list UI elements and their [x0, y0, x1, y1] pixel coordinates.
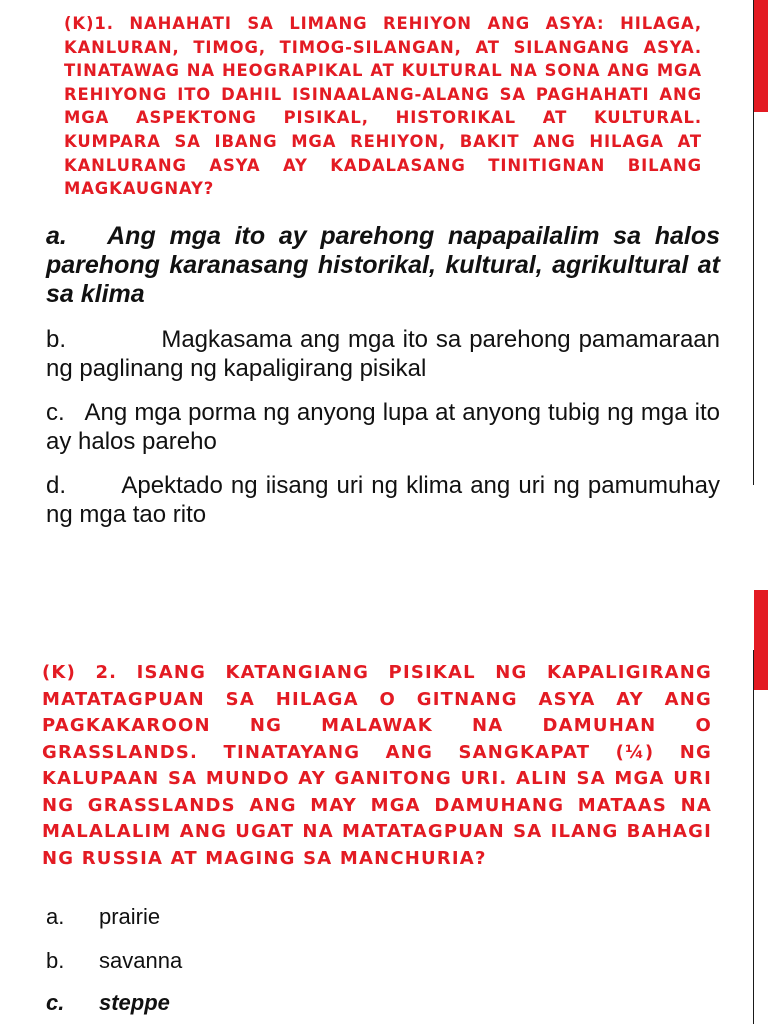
question-1-choice-b	[46, 325, 720, 383]
choice-text: savanna	[99, 948, 183, 973]
red-accent-bar-top	[754, 0, 768, 112]
vertical-divider-bottom	[753, 650, 754, 1024]
vertical-divider-top	[753, 0, 754, 485]
question-2-choice-c	[46, 990, 170, 1016]
question-1-choice-d	[46, 471, 720, 529]
choice-letter: a.	[46, 222, 67, 250]
question-2-choice-b	[46, 948, 182, 974]
choice-text: Ang mga ito ay parehong napapailalim sa halos parehong karanasang historikal, kultural, agrikultural at sa klima	[46, 222, 720, 308]
question-1-text: (K)1. NAHAHATI SA LIMANG REHIYON ANG ASYA: HILAGA, KANLURAN, TIMOG, TIMOG-SILANGAN, AT SILANGANG ASYA. TINATAWAG NA HEOGRAPIKAL AT KULTURAL NA SONA ANG MGA REHIYONG ITO DAHIL ISINAALANG-ALANG SA PAGHAHATI ANG MGA ASPEKTONG PISIKAL, HISTORIKAL AT KULTURAL. KUMPARA SA IBANG MGA REHIYON, BAKIT ANG HILAGA AT KANLURANG ASYA AY KADALASANG TINITIGNAN BILANG MAGKAUGNAY?	[64, 14, 702, 199]
choice-text: steppe	[99, 990, 170, 1015]
choice-text: Magkasama ang mga ito sa parehong pamamaraan ng paglinang ng kapaligirang pisikal	[46, 326, 720, 382]
question-1-choice-c	[46, 398, 720, 456]
choice-letter: c.	[46, 990, 65, 1015]
choice-letter: b.	[46, 948, 65, 973]
choice-letter: d.	[46, 472, 67, 499]
choice-letter: b.	[46, 326, 67, 353]
choice-text: Apektado ng iisang uri ng klima ang uri ng pamumuhay ng mga tao rito	[46, 472, 720, 528]
choice-letter: a.	[46, 904, 65, 929]
question-1-choice-a	[46, 222, 720, 309]
red-accent-bar-middle	[754, 590, 768, 690]
question-2-text: (K) 2. ISANG KATANGIANG PISIKAL NG KAPALIGIRANG MATATAGPUAN SA HILAGA O GITNANG ASYA AY ANG PAGKAKAROON NG MALAWAK NA DAMUHAN O GRASSLANDS. TINATAYANG ANG SANGKAPAT (¼) NG KALUPAAN SA MUNDO AY GANITONG URI. ALIN SA MGA URI NG GRASSLANDS ANG MAY MGA DAMUHANG MATAAS NA MALALALIM ANG UGAT NA MATATAGPUAN SA ILANG BAHAGI NG RUSSIA AT MAGING SA MANCHURIA?	[42, 662, 712, 869]
choice-letter: c.	[46, 399, 65, 426]
question-2-choice-a	[46, 904, 160, 930]
choice-text: Ang mga porma ng anyong lupa at anyong tubig ng mga ito ay halos pareho	[46, 399, 720, 455]
choice-text: prairie	[99, 904, 161, 929]
